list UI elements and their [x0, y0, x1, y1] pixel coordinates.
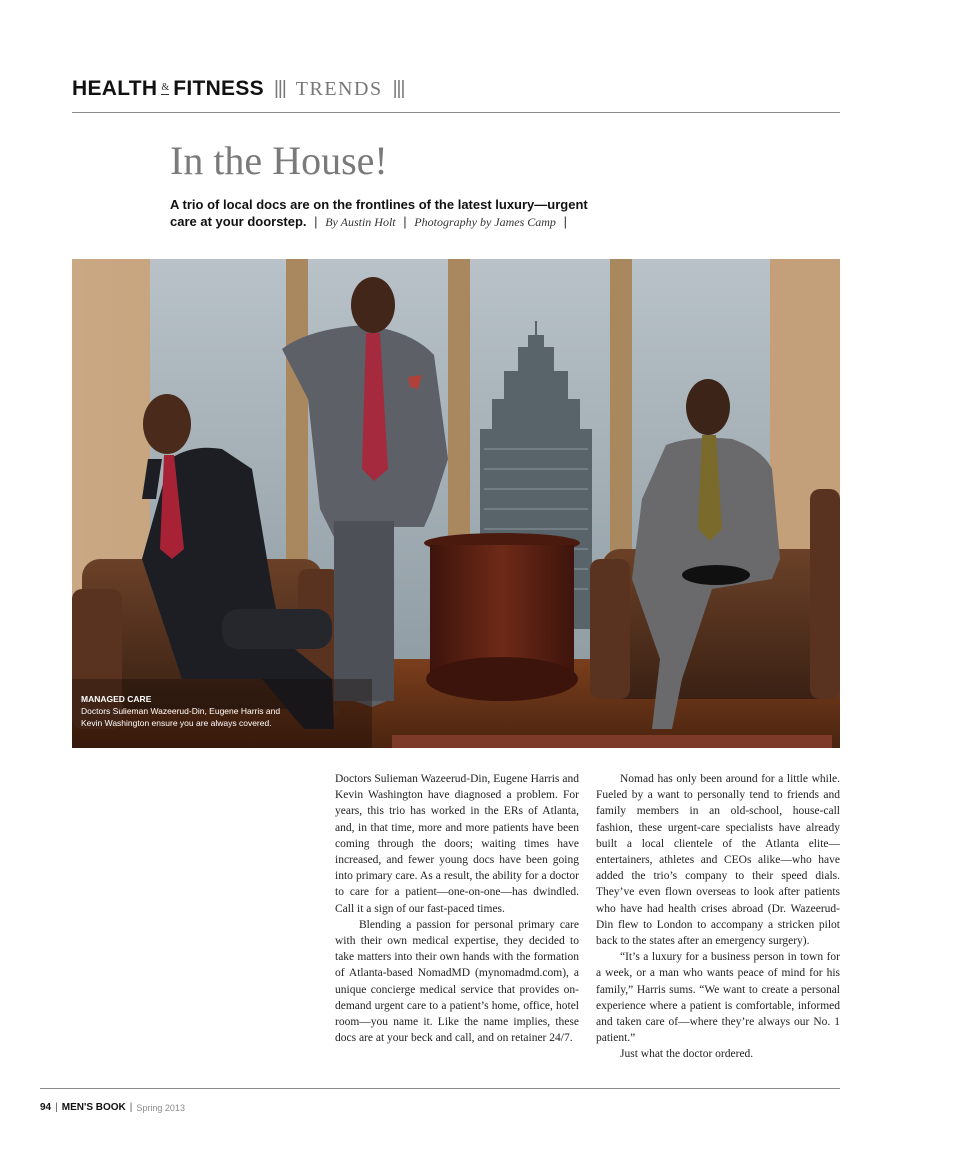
- footer-bar: |: [129, 1102, 133, 1113]
- feature-photo: [72, 259, 840, 748]
- footer-bar: |: [55, 1102, 58, 1113]
- photo-caption: [81, 693, 281, 729]
- section-label-trends: TRENDS: [295, 77, 383, 100]
- section-separator-end: |||: [392, 78, 405, 99]
- header-divider: [72, 112, 840, 113]
- byline: By Austin Holt: [325, 215, 396, 229]
- page-number: 94: [40, 1102, 52, 1113]
- body-paragraph: Doctors Sulieman Wazeerud-Din, Eugene Harris and Kevin Washington have diagnosed a problem. For years, this trio has worked in the ERs of Atlanta, and, in that time, more and more patients have been coming through the doors; waiting times have increased, and fewer young docs have been going into primary care. As a result, the ability for a doctor to care for a patient—one-on-one—has dwindled. Call it a sign of our fast-paced times.: [335, 773, 579, 915]
- body-paragraph: Just what the doctor ordered.: [620, 1048, 754, 1061]
- page-footer: [40, 1102, 185, 1113]
- section-header: [72, 74, 414, 104]
- issue-date: Spring 2013: [136, 1102, 185, 1113]
- body-column-2: [596, 771, 840, 1063]
- credit-bar: |: [563, 214, 567, 229]
- body-paragraph: Blending a passion for personal primary care with their own medical expertise, they decided to take matters into their own hands with the formation of Atlanta-based NomadMD (mynomadmd.com), a unique concierge medical service that provides on-demand urgent care to a patient’s home, office, hotel room—you name it. Like the name implies, these docs are at your beck and call, and on retainer 24/7.: [335, 918, 579, 1045]
- credit-bar: |: [314, 214, 318, 229]
- caption-kicker: MANAGED CARE: [81, 694, 152, 704]
- section-ampersand: &: [161, 82, 170, 93]
- article-headline: In the House!: [170, 138, 388, 183]
- dek-text: A trio of local docs are on the frontlines of the latest luxury—urgent care at your doorstep.: [170, 197, 588, 229]
- caption-text: Doctors Sulieman Wazeerud-Din, Eugene Harris and Kevin Washington ensure you are always covered.: [81, 706, 281, 728]
- feature-photo-illustration: [72, 259, 840, 748]
- section-separator: |||: [273, 78, 286, 99]
- body-paragraph: “It’s a luxury for a business person in town for a week, or a man who wants peace of mind for his family,” Harris sums. “We want to create a personal experience where a patient is comfortable, informed and taken care of—where they’re always our No. 1 patient.”: [596, 951, 840, 1045]
- section-label-health: HEALTH: [72, 77, 158, 100]
- body-paragraph: Nomad has only been around for a little while. Fueled by a want to personally tend to friends and family members in an old-school, house-call fashion, these urgent-care specialists have already built a local clientele of the Atlanta elite—entertainers, athletes and CEOs alike—who have added the trio’s company to their speed dials. They’ve even flown overseas to look after patients who have had health crises abroad (Dr. Wazeerud-Din flew to London to accompany a stricken pilot back to the states after an emergency surgery).: [596, 773, 840, 948]
- section-label-fitness: FITNESS: [173, 77, 264, 100]
- magazine-name: MEN'S BOOK: [61, 1102, 126, 1113]
- body-column-1: [335, 771, 579, 1046]
- footer-divider: [40, 1088, 840, 1089]
- article-dek: [170, 196, 610, 231]
- credit-bar: |: [403, 214, 407, 229]
- photo-credit: Photography by James Camp: [414, 215, 556, 229]
